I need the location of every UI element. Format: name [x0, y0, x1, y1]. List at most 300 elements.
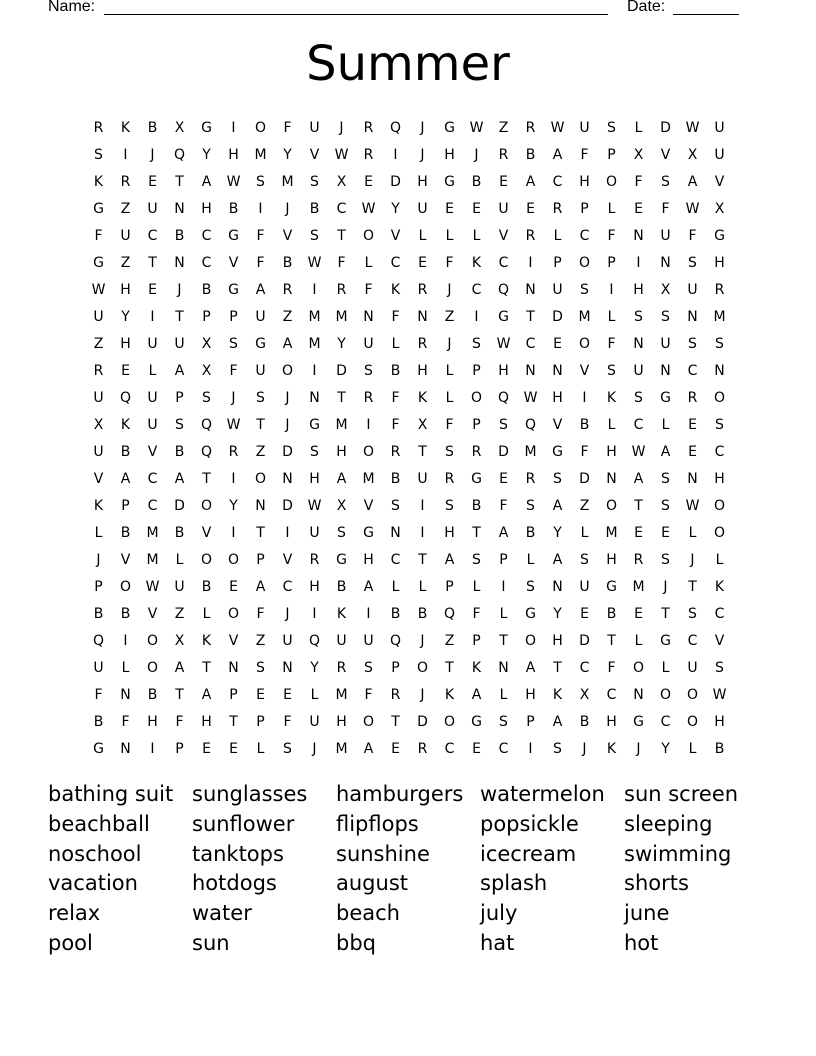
grid-letter: J — [420, 119, 425, 136]
grid-letter: E — [121, 362, 130, 379]
grid-letter: M — [146, 551, 159, 568]
grid-letter: L — [418, 227, 427, 244]
grid-letter: I — [258, 200, 263, 217]
grid-letter: C — [147, 497, 158, 514]
grid-letter: T — [661, 605, 670, 622]
word-list-item: pool — [48, 930, 93, 955]
grid-letter: C — [606, 686, 617, 703]
grid-letter: O — [200, 551, 213, 568]
grid-letter: L — [553, 227, 562, 244]
grid-letter: K — [606, 389, 617, 406]
grid-letter: O — [119, 578, 132, 595]
grid-letter: R — [444, 470, 455, 487]
grid-letter: L — [148, 362, 157, 379]
grid-letter: F — [580, 146, 589, 163]
grid-letter: M — [713, 308, 726, 325]
grid-letter: N — [660, 254, 671, 271]
grid-letter: G — [660, 632, 671, 649]
grid-letter: S — [661, 308, 670, 325]
grid-letter: U — [255, 362, 266, 379]
grid-letter: L — [202, 605, 211, 622]
grid-letter: O — [227, 605, 240, 622]
grid-letter: A — [471, 686, 482, 703]
grid-letter: E — [283, 686, 292, 703]
grid-letter: H — [228, 146, 239, 163]
grid-letter: E — [148, 281, 157, 298]
grid-letter: E — [688, 416, 697, 433]
grid-letter: N — [687, 470, 698, 487]
grid-letter: N — [228, 659, 239, 676]
grid-letter: G — [93, 254, 104, 271]
grid-letter: T — [391, 713, 400, 730]
grid-letter: U — [282, 632, 293, 649]
grid-letter: R — [228, 443, 239, 460]
grid-letter: Q — [389, 119, 402, 136]
grid-letter: S — [688, 605, 697, 622]
grid-letter: D — [579, 632, 590, 649]
grid-letter: O — [416, 659, 429, 676]
grid-letter: Q — [92, 632, 105, 649]
grid-letter: H — [417, 173, 428, 190]
grid-letter: U — [120, 227, 131, 244]
grid-letter: L — [499, 686, 508, 703]
grid-letter: K — [606, 740, 617, 757]
grid-letter: H — [363, 551, 374, 568]
grid-letter: O — [146, 659, 159, 676]
grid-letter: R — [309, 551, 320, 568]
word-list-item: watermelon — [480, 782, 605, 806]
grid-letter: G — [93, 740, 104, 757]
grid-letter: S — [580, 551, 589, 568]
grid-letter: E — [634, 200, 643, 217]
word-list-item: sunflower — [192, 811, 295, 836]
grid-letter: S — [607, 119, 616, 136]
grid-letter: R — [687, 389, 698, 406]
grid-letter: P — [94, 578, 103, 595]
grid-letter: X — [579, 686, 590, 703]
grid-letter: X — [633, 146, 644, 163]
grid-letter: J — [285, 389, 290, 406]
grid-letter: U — [336, 632, 347, 649]
grid-letter: N — [363, 308, 374, 325]
grid-letter: O — [659, 686, 672, 703]
grid-letter: T — [553, 659, 562, 676]
grid-letter: V — [228, 632, 239, 649]
grid-letter: V — [228, 254, 239, 271]
grid-letter: B — [120, 605, 131, 622]
grid-letter: M — [308, 308, 321, 325]
grid-letter: E — [499, 173, 508, 190]
grid-letter: D — [282, 497, 293, 514]
grid-letter: X — [714, 200, 725, 217]
grid-letter: F — [283, 713, 292, 730]
grid-letter: V — [714, 173, 725, 190]
grid-letter: N — [633, 686, 644, 703]
grid-letter: U — [93, 308, 104, 325]
grid-letter: Z — [174, 605, 185, 622]
grid-letter: C — [633, 416, 644, 433]
grid-letter: E — [634, 605, 643, 622]
grid-letter: Q — [524, 416, 537, 433]
grid-letter: B — [390, 362, 401, 379]
grid-letter: Y — [283, 146, 292, 163]
word-list-item: hotdogs — [192, 871, 277, 896]
grid-letter: C — [444, 740, 455, 757]
grid-letter: T — [175, 686, 184, 703]
grid-letter: P — [526, 713, 535, 730]
grid-letter: P — [256, 713, 265, 730]
grid-letter: U — [363, 335, 374, 352]
grid-letter: M — [632, 578, 645, 595]
grid-letter: I — [366, 416, 371, 433]
grid-letter: U — [309, 713, 320, 730]
grid-letter: O — [470, 389, 483, 406]
grid-letter: O — [443, 713, 456, 730]
grid-letter: P — [499, 551, 508, 568]
grid-letter: T — [175, 308, 184, 325]
grid-letter: B — [525, 146, 536, 163]
grid-letter: B — [282, 254, 293, 271]
grid-letter: J — [285, 200, 290, 217]
grid-letter: W — [469, 119, 484, 136]
grid-letter: R — [525, 119, 536, 136]
grid-letter: S — [175, 416, 184, 433]
grid-letter: J — [420, 146, 425, 163]
word-list-item: sun — [192, 930, 230, 955]
grid-letter: P — [121, 497, 130, 514]
grid-letter: B — [147, 119, 158, 136]
grid-letter: N — [552, 362, 563, 379]
grid-letter: S — [94, 146, 103, 163]
grid-letter: R — [417, 740, 428, 757]
grid-letter: S — [364, 362, 373, 379]
grid-letter: P — [607, 146, 616, 163]
grid-letter: J — [420, 686, 425, 703]
grid-letter: N — [282, 470, 293, 487]
grid-letter: A — [552, 146, 563, 163]
grid-letter: S — [499, 713, 508, 730]
grid-letter: I — [285, 524, 290, 541]
grid-letter: C — [660, 713, 671, 730]
grid-letter: M — [362, 470, 375, 487]
grid-letter: F — [337, 254, 346, 271]
grid-letter: B — [174, 227, 185, 244]
grid-letter: S — [256, 659, 265, 676]
grid-letter: F — [364, 686, 373, 703]
grid-letter: H — [309, 578, 320, 595]
grid-letter: X — [93, 416, 104, 433]
grid-letter: O — [362, 443, 375, 460]
grid-letter: A — [255, 281, 266, 298]
grid-letter: B — [120, 443, 131, 460]
grid-letter: F — [580, 443, 589, 460]
word-list-item: beach — [336, 901, 400, 926]
grid-letter: A — [174, 362, 185, 379]
grid-letter: N — [174, 254, 185, 271]
grid-letter: L — [94, 524, 103, 541]
grid-letter: Y — [202, 146, 211, 163]
grid-letter: I — [474, 308, 479, 325]
grid-letter: X — [174, 632, 185, 649]
grid-letter: R — [525, 227, 536, 244]
grid-letter: S — [661, 173, 670, 190]
grid-letter: B — [471, 497, 482, 514]
grid-letter: B — [201, 281, 212, 298]
word-list-item: splash — [480, 871, 548, 896]
grid-letter: A — [660, 443, 671, 460]
grid-letter: P — [229, 686, 238, 703]
grid-letter: P — [391, 659, 400, 676]
grid-letter: H — [606, 551, 617, 568]
grid-letter: I — [150, 308, 155, 325]
grid-letter: N — [552, 578, 563, 595]
grid-letter: O — [713, 497, 726, 514]
grid-letter: J — [690, 551, 695, 568]
grid-letter: H — [606, 713, 617, 730]
grid-letter: G — [336, 551, 347, 568]
grid-letter: O — [605, 173, 618, 190]
grid-letter: L — [607, 200, 616, 217]
grid-letter: M — [335, 686, 348, 703]
grid-letter: S — [310, 443, 319, 460]
grid-letter: F — [472, 605, 481, 622]
grid-letter: N — [255, 497, 266, 514]
grid-letter: E — [580, 605, 589, 622]
grid-letter: W — [550, 119, 565, 136]
grid-letter: O — [686, 713, 699, 730]
grid-letter: A — [552, 551, 563, 568]
word-list-item: popsickle — [480, 811, 579, 836]
grid-letter: S — [607, 362, 616, 379]
grid-letter: L — [391, 335, 400, 352]
grid-letter: L — [445, 227, 454, 244]
name-label: Name: — [48, 0, 96, 15]
grid-letter: F — [94, 686, 103, 703]
grid-letter: E — [391, 740, 400, 757]
grid-letter: L — [445, 389, 454, 406]
grid-letter: S — [229, 335, 238, 352]
grid-letter: B — [147, 686, 158, 703]
grid-letter: N — [498, 659, 509, 676]
name-blank-line[interactable] — [104, 14, 608, 15]
grid-letter: U — [417, 470, 428, 487]
grid-letter: C — [336, 200, 347, 217]
grid-letter: J — [663, 578, 668, 595]
grid-letter: H — [444, 146, 455, 163]
grid-letter: F — [364, 281, 373, 298]
grid-letter: V — [363, 497, 374, 514]
grid-letter: E — [445, 200, 454, 217]
grid-letter: U — [147, 389, 158, 406]
grid-letter: R — [93, 119, 104, 136]
grid-letter: D — [417, 713, 428, 730]
grid-letter: S — [526, 578, 535, 595]
grid-letter: U — [93, 389, 104, 406]
grid-letter: L — [499, 605, 508, 622]
grid-letter: O — [686, 686, 699, 703]
grid-letter: J — [582, 740, 587, 757]
grid-letter: C — [687, 632, 698, 649]
grid-letter: F — [121, 713, 130, 730]
grid-letter: V — [147, 605, 158, 622]
grid-letter: S — [661, 551, 670, 568]
grid-letter: K — [471, 659, 482, 676]
grid-letter: H — [444, 524, 455, 541]
grid-letter: G — [363, 524, 374, 541]
grid-letter: V — [309, 146, 320, 163]
grid-letter: R — [471, 443, 482, 460]
grid-letter: U — [147, 416, 158, 433]
grid-letter: K — [444, 686, 455, 703]
grid-letter: W — [496, 335, 511, 352]
grid-letter: N — [282, 659, 293, 676]
grid-letter: K — [714, 578, 725, 595]
grid-letter: O — [227, 551, 240, 568]
grid-letter: Z — [255, 632, 266, 649]
grid-letter: T — [256, 524, 265, 541]
grid-letter: K — [93, 173, 104, 190]
grid-letter: X — [660, 281, 671, 298]
grid-letter: N — [309, 389, 320, 406]
grid-letter: B — [390, 605, 401, 622]
grid-letter: G — [525, 605, 536, 622]
grid-letter: S — [553, 740, 562, 757]
grid-letter: H — [525, 686, 536, 703]
grid-letter: J — [636, 740, 641, 757]
grid-letter: R — [363, 389, 374, 406]
grid-letter: W — [226, 416, 241, 433]
grid-letter: C — [579, 659, 590, 676]
grid-letter: T — [445, 659, 454, 676]
grid-letter: K — [552, 686, 563, 703]
grid-letter: T — [202, 659, 211, 676]
grid-letter: B — [417, 605, 428, 622]
grid-letter: P — [553, 254, 562, 271]
grid-letter: E — [229, 578, 238, 595]
grid-letter: Y — [391, 200, 400, 217]
grid-letter: U — [309, 119, 320, 136]
grid-letter: M — [335, 416, 348, 433]
grid-letter: Q — [497, 389, 510, 406]
grid-letter: S — [364, 659, 373, 676]
grid-letter: L — [580, 524, 589, 541]
grid-letter: M — [335, 308, 348, 325]
grid-letter: C — [282, 578, 293, 595]
grid-letter: G — [471, 713, 482, 730]
grid-letter: L — [472, 227, 481, 244]
grid-letter: F — [607, 335, 616, 352]
grid-letter: P — [472, 632, 481, 649]
grid-letter: A — [201, 173, 212, 190]
grid-letter: F — [229, 362, 238, 379]
grid-letter: H — [201, 713, 212, 730]
grid-letter: O — [578, 254, 591, 271]
grid-letter: H — [714, 713, 725, 730]
grid-letter: F — [256, 605, 265, 622]
grid-letter: O — [146, 632, 159, 649]
grid-letter: U — [174, 578, 185, 595]
grid-letter: S — [715, 335, 724, 352]
word-list-item: hat — [480, 930, 515, 955]
grid-letter: E — [418, 254, 427, 271]
grid-letter: G — [552, 443, 563, 460]
grid-letter: D — [174, 497, 185, 514]
grid-letter: T — [175, 173, 184, 190]
grid-letter: P — [256, 551, 265, 568]
grid-letter: M — [254, 146, 267, 163]
grid-letter: Q — [497, 281, 510, 298]
grid-letter: B — [579, 713, 590, 730]
grid-letter: W — [631, 443, 646, 460]
grid-letter: S — [634, 308, 643, 325]
grid-letter: A — [525, 659, 536, 676]
grid-letter: U — [714, 146, 725, 163]
date-label: Date: — [627, 0, 666, 15]
grid-letter: F — [634, 173, 643, 190]
grid-letter: U — [687, 659, 698, 676]
grid-letter: C — [714, 443, 725, 460]
grid-letter: I — [582, 389, 587, 406]
grid-letter: E — [472, 740, 481, 757]
grid-letter: Z — [120, 254, 131, 271]
grid-letter: R — [552, 200, 563, 217]
grid-letter: L — [121, 659, 130, 676]
grid-letter: V — [282, 227, 293, 244]
grid-letter: L — [364, 254, 373, 271]
word-list-item: swimming — [624, 841, 732, 866]
grid-letter: F — [283, 119, 292, 136]
date-blank-line[interactable] — [673, 14, 739, 15]
grid-letter: O — [254, 470, 267, 487]
grid-letter: J — [339, 119, 344, 136]
grid-letter: C — [390, 254, 401, 271]
grid-letter: G — [714, 227, 725, 244]
grid-letter: E — [148, 173, 157, 190]
grid-letter: S — [256, 389, 265, 406]
grid-letter: T — [256, 416, 265, 433]
word-list-item: relax — [48, 901, 101, 926]
grid-letter: J — [312, 740, 317, 757]
grid-letter: T — [337, 227, 346, 244]
grid-letter: R — [714, 281, 725, 298]
grid-letter: C — [552, 173, 563, 190]
grid-letter: N — [525, 362, 536, 379]
grid-letter: U — [498, 200, 509, 217]
grid-letter: H — [336, 713, 347, 730]
grid-letter: N — [417, 308, 428, 325]
grid-letter: G — [201, 119, 212, 136]
grid-letter: S — [499, 416, 508, 433]
grid-letter: F — [445, 254, 454, 271]
grid-letter: M — [308, 335, 321, 352]
grid-letter: Y — [553, 605, 562, 622]
grid-letter: C — [147, 470, 158, 487]
grid-letter: A — [633, 470, 644, 487]
grid-letter: W — [685, 119, 700, 136]
grid-letter: G — [228, 227, 239, 244]
word-list — [48, 780, 768, 959]
grid-letter: H — [714, 254, 725, 271]
grid-letter: S — [661, 497, 670, 514]
grid-letter: L — [607, 308, 616, 325]
grid-letter: Q — [308, 632, 321, 649]
grid-letter: L — [688, 524, 697, 541]
grid-letter: L — [256, 740, 265, 757]
grid-letter: O — [254, 119, 267, 136]
grid-letter: B — [579, 416, 590, 433]
grid-letter: G — [660, 389, 671, 406]
grid-letter: S — [445, 497, 454, 514]
